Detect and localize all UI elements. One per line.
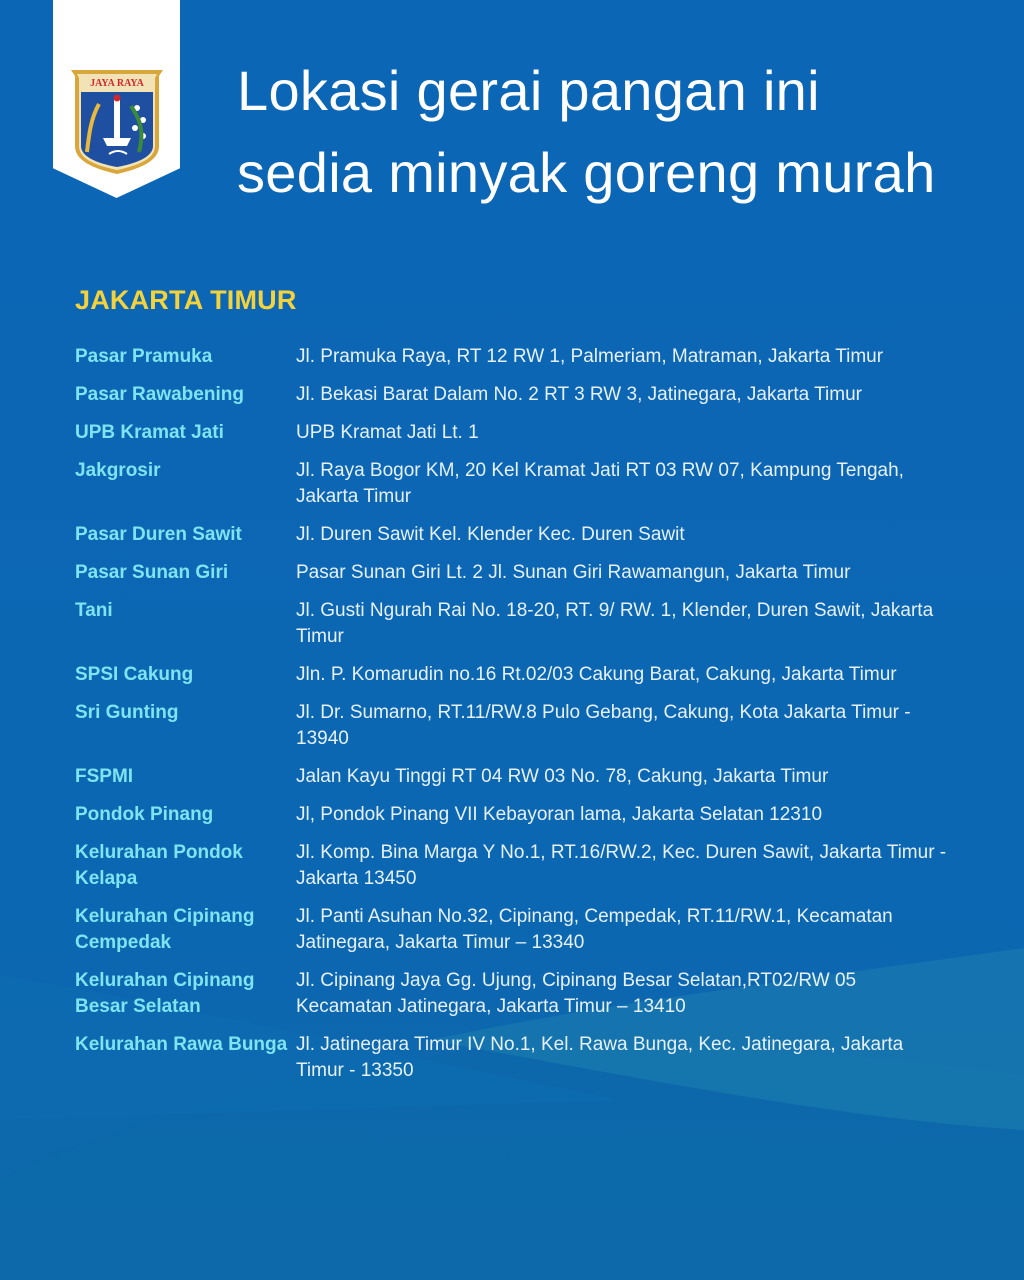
location-name: Pondok Pinang (75, 804, 214, 825)
location-address: Jl. Bekasi Barat Dalam No. 2 RT 3 RW 3, Jatinegara, Jakarta Timur (296, 384, 863, 405)
title-line-1: Lokasi gerai pangan ini (237, 59, 820, 122)
list-item (75, 662, 965, 688)
location-address: Jln. P. Komarudin no.16 Rt.02/03 Cakung Barat, Cakung, Jakarta Timur (296, 664, 897, 685)
location-address: UPB Kramat Jati Lt. 1 (296, 422, 479, 443)
location-name: SPSI Cakung (75, 664, 194, 685)
list-item (75, 382, 965, 408)
jakarta-crest-icon (69, 68, 165, 176)
location-address: Jl. Jatinegara Timur IV No.1, Kel. Rawa Bunga, Kec. Jatinegara, Jakarta Timur - 13350 (296, 1034, 904, 1081)
location-list (75, 344, 965, 1096)
location-name: Pasar Duren Sawit (75, 524, 242, 545)
logo-banner (53, 0, 180, 198)
location-address: Jl, Pondok Pinang VII Kebayoran lama, Jakarta Selatan 12310 (296, 804, 823, 825)
location-name: Sri Gunting (75, 702, 179, 723)
location-address: Jl. Pramuka Raya, RT 12 RW 1, Palmeriam, Matraman, Jakarta Timur (296, 346, 884, 367)
location-name: Kelurahan Rawa Bunga (75, 1034, 288, 1055)
list-item (75, 904, 965, 956)
list-item (75, 458, 965, 510)
location-address: Jl. Dr. Sumarno, RT.11/RW.8 Pulo Gebang, Cakung, Kota Jakarta Timur - 13940 (296, 702, 911, 749)
location-address: Jl. Panti Asuhan No.32, Cipinang, Cempedak, RT.11/RW.1, Kecamatan Jatinegara, Jakarta Timur – 13340 (296, 906, 893, 953)
list-item (75, 968, 965, 1020)
svg-text:JAYA RAYA: JAYA RAYA (90, 78, 144, 89)
location-address: Jl. Duren Sawit Kel. Klender Kec. Duren Sawit (296, 524, 685, 545)
location-name: Pasar Pramuka (75, 346, 213, 367)
location-address: Jl. Komp. Bina Marga Y No.1, RT.16/RW.2, Kec. Duren Sawit, Jakarta Timur - Jakarta 13450 (296, 842, 947, 889)
section-title: JAKARTA TIMUR (75, 285, 297, 315)
location-name: Jakgrosir (75, 460, 161, 481)
location-address: Jl. Cipinang Jaya Gg. Ujung, Cipinang Besar Selatan,RT02/RW 05 Kecamatan Jatinegara, Jakarta Timur – 13410 (296, 970, 857, 1017)
location-name: Kelurahan Cipinang Besar Selatan (75, 970, 255, 1017)
location-name: Kelurahan Cipinang Cempedak (75, 906, 255, 953)
location-name: Pasar Rawabening (75, 384, 244, 405)
location-address: Jl. Gusti Ngurah Rai No. 18-20, RT. 9/ RW. 1, Klender, Duren Sawit, Jakarta Timur (296, 600, 934, 647)
list-item (75, 802, 965, 828)
list-item (75, 700, 965, 752)
location-name: FSPMI (75, 766, 134, 787)
location-address: Pasar Sunan Giri Lt. 2 Jl. Sunan Giri Rawamangun, Jakarta Timur (296, 562, 851, 583)
location-name: UPB Kramat Jati (75, 422, 224, 443)
page-title (237, 50, 936, 214)
list-item (75, 1032, 965, 1084)
location-address: Jalan Kayu Tinggi RT 04 RW 03 No. 78, Cakung, Jakarta Timur (296, 766, 829, 787)
location-name: Tani (75, 600, 113, 621)
list-item (75, 522, 965, 548)
list-item (75, 840, 965, 892)
list-item (75, 420, 965, 446)
location-address: Jl. Raya Bogor KM, 20 Kel Kramat Jati RT 03 RW 07, Kampung Tengah, Jakarta Timur (296, 460, 904, 507)
location-name: Kelurahan Pondok Kelapa (75, 842, 243, 889)
location-name: Pasar Sunan Giri (75, 562, 229, 583)
list-item (75, 344, 965, 370)
list-item (75, 560, 965, 586)
title-line-2: sedia minyak goreng murah (237, 141, 936, 204)
list-item (75, 598, 965, 650)
list-item (75, 764, 965, 790)
